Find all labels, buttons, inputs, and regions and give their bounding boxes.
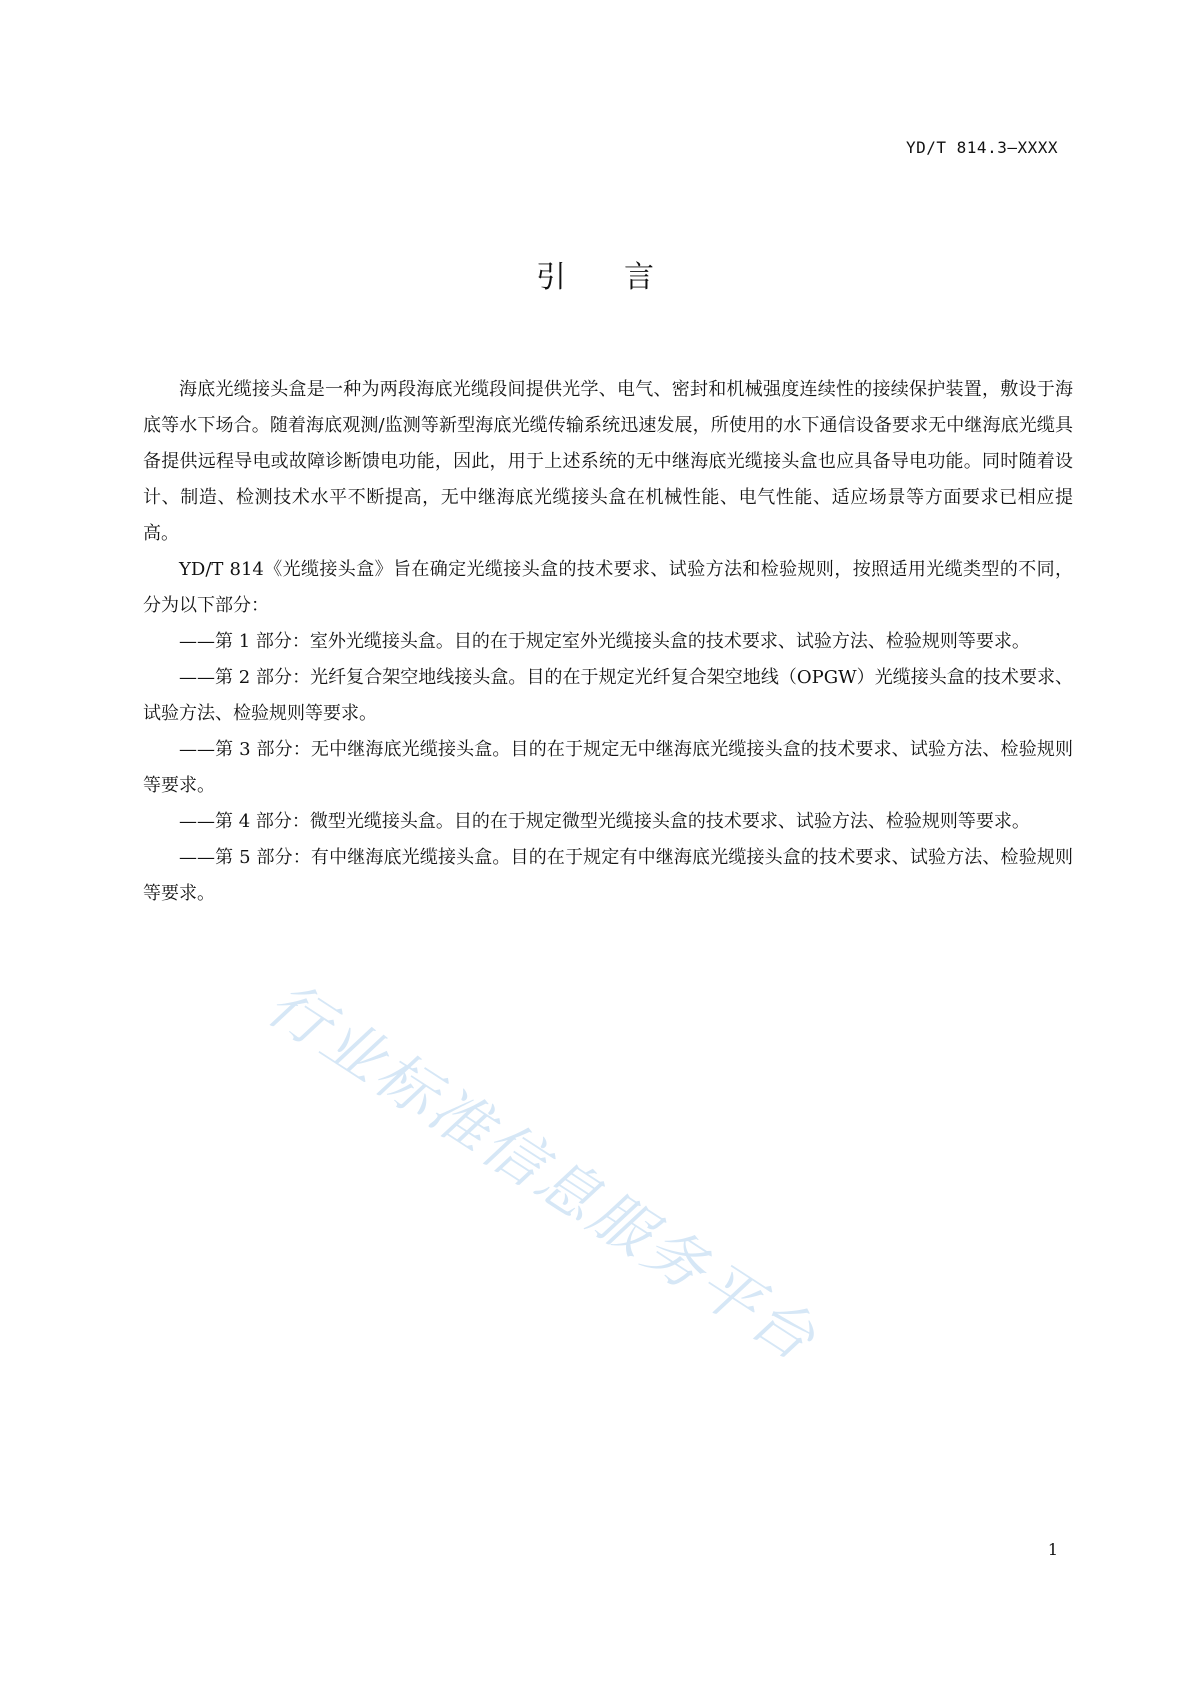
watermark: 行业标准信息服务平台 <box>254 968 830 1377</box>
list-item-part-5: ——第 5 部分：有中继海底光缆接头盒。目的在于规定有中继海底光缆接头盒的技术要求、试验方法、检验规则等要求。 <box>143 847 1073 904</box>
paragraph-standard-overview: YD/T 814《光缆接头盒》旨在确定光缆接头盒的技术要求、试验方法和检验规则，按照适用光缆类型的不同，分为以下部分： <box>143 559 1073 616</box>
page-number: 1 <box>1047 1540 1058 1559</box>
paragraph-intro: 海底光缆接头盒是一种为两段海底光缆段间提供光学、电气、密封和机械强度连续性的接续保护装置，敷设于海底等水下场合。随着海底观测/监测等新型海底光缆传输系统迅速发展，所使用的水下通信设备要求无中继海底光缆具备提供远程导电或故障诊断馈电功能，因此，用于上述系统的无中继海底光缆接头盒也应具备导电功能。同时随着设计、制造、检测技术水平不断提高，无中继海底光缆接头盒在机械性能、电气性能、适应场景等方面要求已相应提高。 <box>143 379 1073 544</box>
page-title: 引言 <box>536 260 712 295</box>
document-code: YD/T 814.3—XXXX <box>906 138 1058 157</box>
list-item-part-2: ——第 2 部分：光纤复合架空地线接头盒。目的在于规定光纤复合架空地线（OPGW）光缆接头盒的技术要求、试验方法、检验规则等要求。 <box>143 667 1073 724</box>
list-item-part-4: ——第 4 部分：微型光缆接头盒。目的在于规定微型光缆接头盒的技术要求、试验方法、检验规则等要求。 <box>179 811 1030 832</box>
list-item-part-3: ——第 3 部分：无中继海底光缆接头盒。目的在于规定无中继海底光缆接头盒的技术要求、试验方法、检验规则等要求。 <box>143 739 1073 796</box>
list-item-part-1: ——第 1 部分：室外光缆接头盒。目的在于规定室外光缆接头盒的技术要求、试验方法、检验规则等要求。 <box>179 631 1030 652</box>
body-text <box>143 372 1073 912</box>
